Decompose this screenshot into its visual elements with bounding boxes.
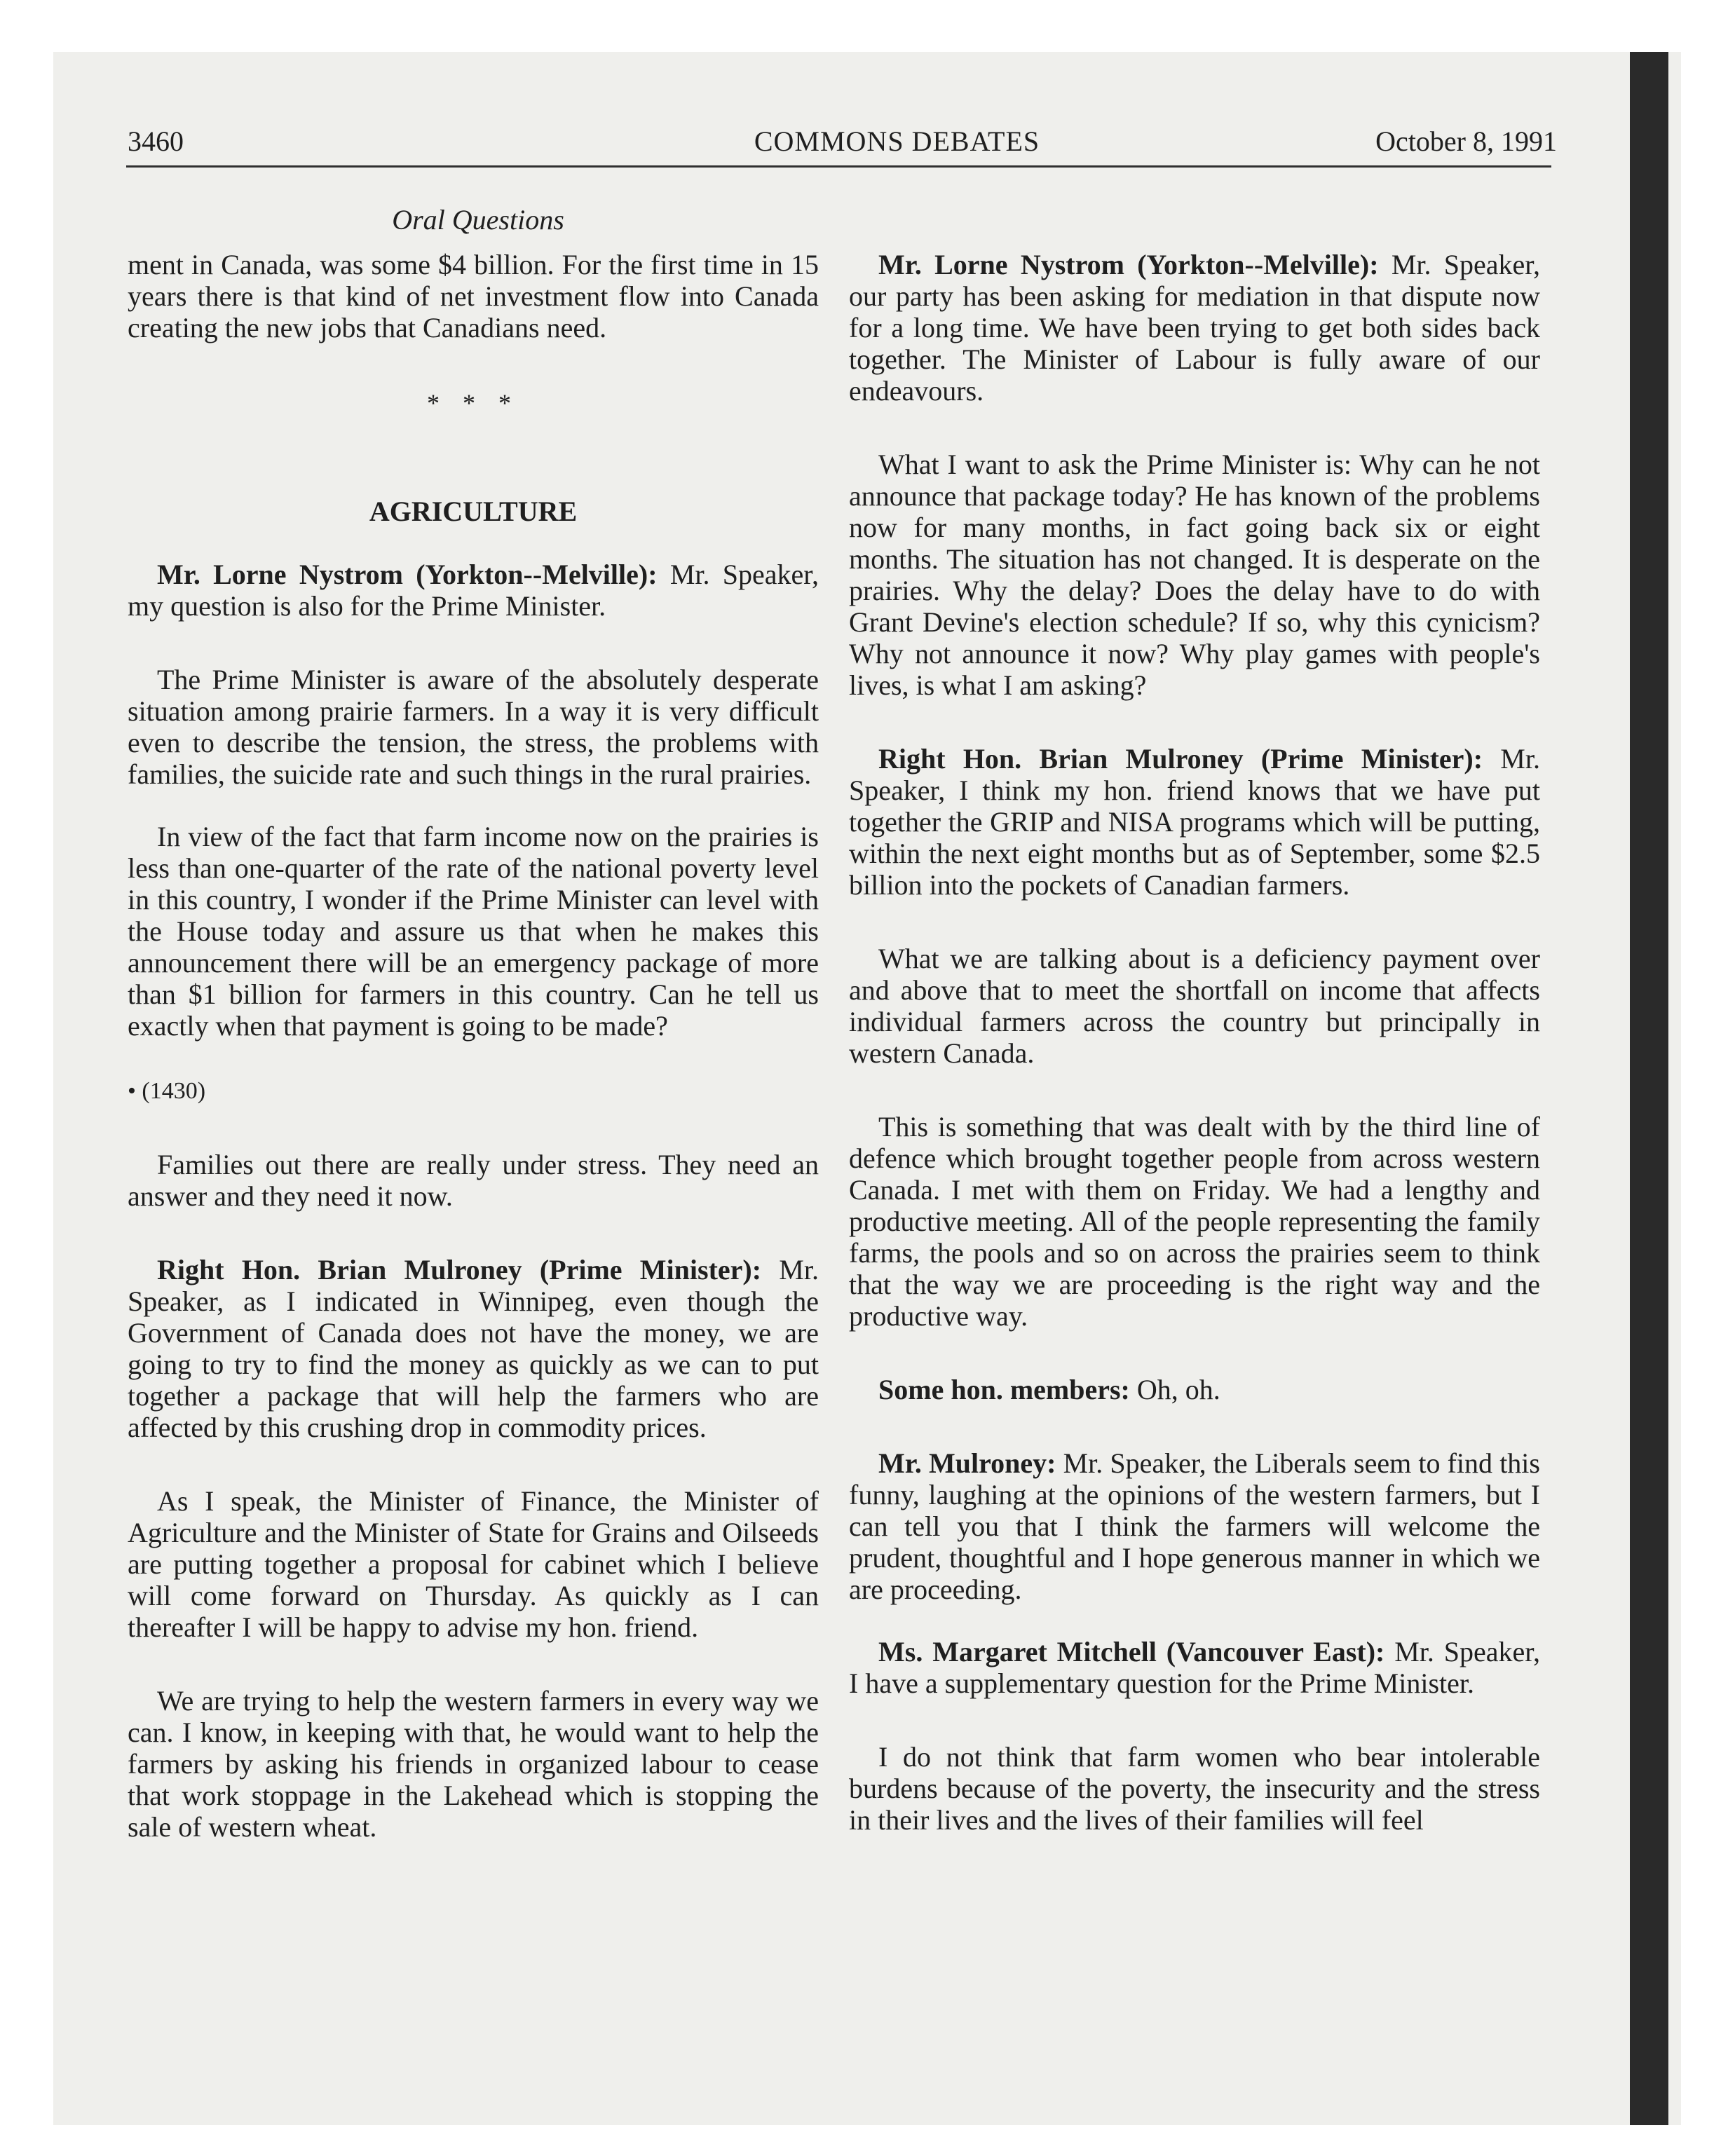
speech-paragraph bbox=[128, 1254, 819, 1443]
scan-dark-edge bbox=[1630, 52, 1668, 2125]
paragraph: In view of the fact that farm income now on the prairies is less than one-quarter of the rate of the national poverty level in this country, I wonder if the Prime Minister can level with the House today and assure us that when he makes this announcement there will be an emergency package of more than $1 billion for farmers in this country. Can he tell us exactly when that payment is going to be made? bbox=[128, 821, 819, 1042]
speech-text: Mr. Speaker, our party has been asking for mediation in that dispute now for a long time. We have been trying to get both sides back together. The Minister of Labour is fully aware of our endeavours. bbox=[849, 249, 1540, 407]
section-label: Oral Questions bbox=[392, 204, 564, 236]
right-column bbox=[849, 249, 1540, 1836]
speech-text: Mr. Speaker, the Liberals seem to find this funny, laughing at the opinions of the western farmers, but I can tell you that I think the farmers will welcome the prudent, thoughtful and I hope generous manner in which we are proceeding. bbox=[849, 1447, 1540, 1605]
speech-text: Oh, oh. bbox=[1129, 1374, 1220, 1405]
speaker-name: Mr. Lorne Nystrom (Yorkton--Melville): bbox=[878, 249, 1379, 280]
paragraph: I do not think that farm women who bear intolerable burdens because of the poverty, the insecurity and the stress in their lives and the lives of their families will feel bbox=[849, 1741, 1540, 1836]
speaker-name: Mr. Mulroney: bbox=[878, 1447, 1056, 1479]
paragraph: Families out there are really under stress. They need an answer and they need it now. bbox=[128, 1149, 819, 1212]
paragraph: As I speak, the Minister of Finance, the Minister of Agriculture and the Minister of State for Grains and Oilseeds are putting together a proposal for cabinet which I believe will come forward on Thursday. As quickly as I can thereafter I will be happy to advise my hon. friend. bbox=[128, 1485, 819, 1643]
paragraph: ment in Canada, was some $4 billion. For the first time in 15 years there is that kind of net investment flow into Canada creating the new jobs that Canadians need. bbox=[128, 249, 819, 343]
section-heading: AGRICULTURE bbox=[369, 496, 578, 527]
speech-paragraph bbox=[849, 743, 1540, 901]
time-marker: • (1430) bbox=[128, 1078, 206, 1104]
speech-text: Mr. Speaker, my question is also for the Prime Minister. bbox=[128, 559, 819, 622]
publication-date: October 8, 1991 bbox=[1375, 125, 1557, 157]
section-separator: * * * bbox=[427, 389, 519, 417]
paragraph: The Prime Minister is aware of the absolutely desperate situation among prairie farmers. In a way it is very difficult even to describe the tension, the stress, the problems with families, the suicide rate and such things in the rural prairies. bbox=[128, 664, 819, 790]
speaker-name: Mr. Lorne Nystrom (Yorkton--Melville): bbox=[157, 559, 658, 590]
paragraph: What we are talking about is a deficiency payment over and above that to meet the shortfall on income that affects individual farmers across the country but principally in western Canada. bbox=[849, 943, 1540, 1069]
speaker-name: Some hon. members: bbox=[878, 1374, 1130, 1405]
left-column bbox=[128, 249, 819, 1843]
speaker-name: Right Hon. Brian Mulroney (Prime Minister): bbox=[157, 1254, 762, 1285]
speech-paragraph bbox=[849, 1374, 1540, 1405]
speech-paragraph bbox=[849, 1636, 1540, 1699]
speaker-name: Right Hon. Brian Mulroney (Prime Minister): bbox=[878, 743, 1483, 775]
paragraph: We are trying to help the western farmers in every way we can. I know, in keeping with that, he would want to help the farmers by asking his friends in organized labour to cease that work stoppage in the Lakehead which is stopping the sale of western wheat. bbox=[128, 1685, 819, 1843]
speech-paragraph bbox=[128, 559, 819, 622]
speech-paragraph bbox=[849, 249, 1540, 407]
paragraph: This is something that was dealt with by the third line of defence which brought together people from across western Canada. I met with them on Friday. We had a lengthy and productive meeting. All of the people representing the family farms, the pools and so on across the prairies seem to think that the way we are proceeding is the right way and the productive way. bbox=[849, 1111, 1540, 1332]
speech-paragraph bbox=[849, 1447, 1540, 1605]
speech-text: Mr. Speaker, as I indicated in Winnipeg, even though the Government of Canada does not have the money, we are going to try to find the money as quickly as we can to put together a package that will help the farmers who are affected by this crushing drop in commodity prices. bbox=[128, 1254, 819, 1443]
speaker-name: Ms. Margaret Mitchell (Vancouver East): bbox=[878, 1636, 1385, 1667]
publication-title-text: COMMONS DEBATES bbox=[754, 125, 1040, 157]
speech-text: Mr. Speaker, I think my hon. friend knows that we have put together the GRIP and NISA programs which will be putting, within the next eight months but as of September, some $2.5 billion into the pockets of Canadian farmers. bbox=[849, 743, 1540, 901]
speech-text: Mr. Speaker, I have a supplementary question for the Prime Minister. bbox=[849, 1636, 1541, 1699]
header-rule bbox=[126, 165, 1551, 168]
page-number: 3460 bbox=[128, 125, 184, 157]
paragraph: What I want to ask the Prime Minister is: Why can he not announce that package today? He has known of the problems now for many months, in fact going back six or eight months. The situation has not changed. It is desperate on the prairies. Why the delay? Does the delay have to do with Grant Devine's election schedule? If so, why this cynicism? Why not announce it now? Why play games with people's lives, is what I am asking? bbox=[849, 449, 1540, 701]
